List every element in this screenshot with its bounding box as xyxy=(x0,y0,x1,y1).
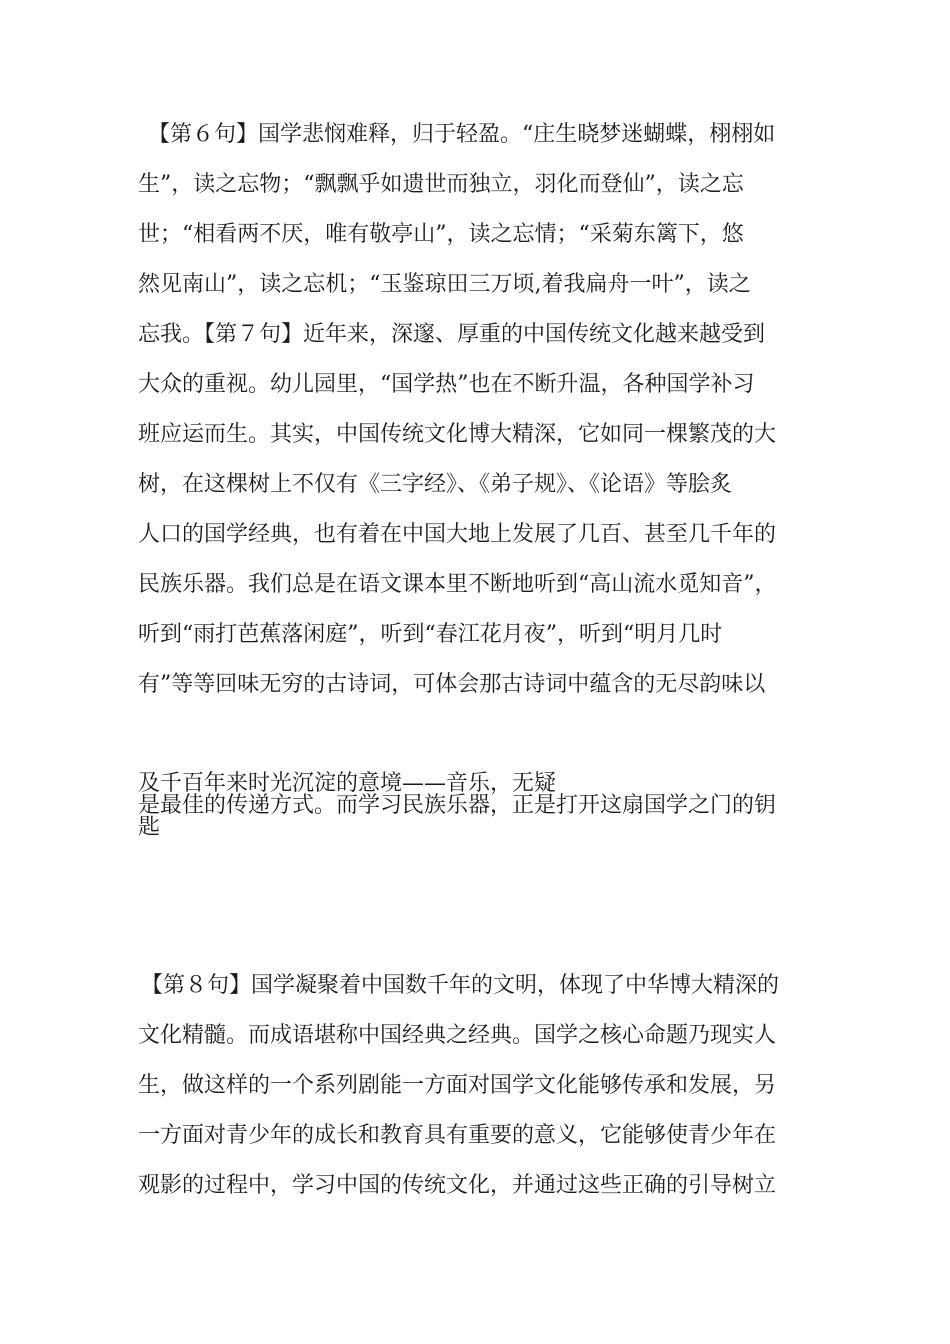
paragraph-line: 是最佳的传递方式。而学习民族乐器，正是打开这扇国学之门的钥 xyxy=(138,793,777,818)
paragraph-line: 文化精髓。而成语堪称中国经典之经典。国学之核心命题乃现实人 xyxy=(138,1023,777,1048)
paragraph-line: 【第８句】国学凝聚着中国数千年的文明，体现了中华博大精深的 xyxy=(141,973,780,998)
paragraph-line: 人口的国学经典，也有着在中国大地上发展了几百、甚至几千年的 xyxy=(138,522,777,547)
paragraph-line: 观影的过程中，学习中国的传统文化，并通过这些正确的引导树立 xyxy=(138,1173,777,1198)
paragraph-line: 生，做这样的一个系列剧能一方面对国学文化能够传承和发展，另 xyxy=(138,1073,777,1098)
paragraph-line: 有”等等回味无穷的古诗词，可体会那古诗词中蕴含的无尽韵味以 xyxy=(138,672,766,697)
paragraph-line: 【第６句】国学悲悯难释，归于轻盈。“庄生晓梦迷蝴蝶，栩栩如 xyxy=(148,122,776,147)
paragraph-line: 大众的重视。幼儿园里，“国学热”也在不断升温，各种国学补习 xyxy=(138,372,755,397)
paragraph-line: 及千百年来时光沉淀的意境——音乐，无疑 xyxy=(138,771,557,796)
paragraph-line: 班应运而生。其实，中国传统文化博大精深，它如同一棵繁茂的大 xyxy=(138,422,777,447)
paragraph-line: 听到“雨打芭蕉落闲庭”，听到“春江花月夜”，听到“明月几时 xyxy=(138,622,723,647)
paragraph-line: 忘我。【第７句】近年来，深邃、厚重的中国传统文化越来越受到 xyxy=(138,322,766,347)
paragraph-line: 生”，读之忘物；“飘飘乎如遗世而独立，羽化而登仙”，读之忘 xyxy=(138,172,744,197)
paragraph-line: 树，在这棵树上不仅有《三字经》、《弟子规》、《论语》等脍炙 xyxy=(138,472,733,497)
paragraph-line: 然见南山”，读之忘机；“玉鉴琼田三万顷,着我扁舟一叶”，读之 xyxy=(138,272,751,297)
paragraph-line: 民族乐器。我们总是在语文课本里不断地听到“高山流水觅知音”， xyxy=(138,572,777,597)
paragraph-line: 匙 xyxy=(138,815,161,840)
paragraph-line: 一方面对青少年的成长和教育具有重要的意义，它能够使青少年在 xyxy=(138,1123,777,1148)
paragraph-line: 世；“相看两不厌，唯有敬亭山”，读之忘情；“采菊东篱下，悠 xyxy=(138,222,744,247)
